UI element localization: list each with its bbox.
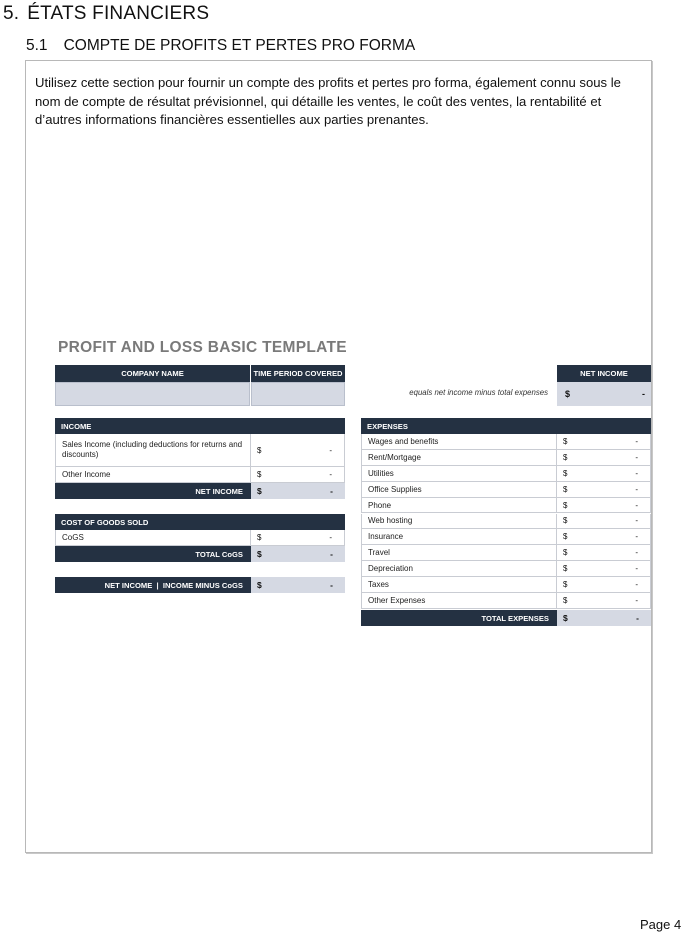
cogs-header: COST OF GOODS SOLD: [55, 514, 345, 530]
expense-row: [361, 529, 651, 545]
income-header: INCOME: [55, 418, 345, 434]
subsection-number: 5.1: [26, 37, 48, 54]
income-row-value[interactable]: $ -: [251, 434, 345, 467]
expense-row-label: Office Supplies: [361, 482, 557, 498]
income-row-label: Other Income: [55, 467, 251, 483]
expense-row-value[interactable]: $ -: [557, 498, 651, 514]
expense-row-label: Web hosting: [361, 514, 557, 530]
expense-row-label: Taxes: [361, 577, 557, 593]
expense-row-value[interactable]: $ -: [557, 561, 651, 577]
income-row-label: Sales Income (including deductions for returns and discounts): [55, 434, 251, 467]
income-total-label: NET INCOME: [55, 483, 251, 499]
company-name-header: COMPANY NAME: [55, 365, 250, 382]
section-heading: [3, 3, 209, 25]
net-income-minus-cogs-row: [55, 577, 345, 593]
expense-row: [361, 593, 651, 609]
expense-row: [361, 482, 651, 498]
page-number: Page 4: [640, 917, 682, 932]
expense-row-label: Utilities: [361, 466, 557, 482]
content-frame: [25, 60, 652, 853]
income-row: [55, 467, 345, 483]
expense-row-value[interactable]: $ -: [557, 450, 651, 466]
income-row: [55, 434, 345, 467]
time-period-field[interactable]: [251, 382, 345, 406]
net-income-value: $ -: [557, 382, 651, 406]
expense-row: [361, 545, 651, 561]
subsection-heading: [26, 37, 415, 55]
cogs-total-row: [55, 546, 345, 562]
expense-row-label: Phone: [361, 498, 557, 514]
section-number: 5.: [3, 3, 20, 24]
expenses-total-row: [361, 610, 651, 626]
expense-row: [361, 561, 651, 577]
income-total-value: $ -: [251, 483, 345, 499]
expenses-total-value: $ -: [557, 610, 651, 626]
expense-row-value[interactable]: $ -: [557, 514, 651, 530]
net-income-minus-cogs-value: $ -: [251, 577, 345, 593]
net-income-note: equals net income minus total expenses: [409, 388, 548, 397]
income-row-value[interactable]: $ -: [251, 467, 345, 483]
expense-row-value[interactable]: $ -: [557, 434, 651, 450]
expense-row-value[interactable]: $ -: [557, 577, 651, 593]
expenses-total-label: TOTAL EXPENSES: [361, 610, 557, 626]
expense-row: [361, 434, 651, 450]
expense-row-value[interactable]: $ -: [557, 529, 651, 545]
expenses-header: EXPENSES: [361, 418, 651, 434]
template-title: PROFIT AND LOSS BASIC TEMPLATE: [58, 339, 347, 356]
expense-row: [361, 466, 651, 482]
expense-row-value[interactable]: $ -: [557, 545, 651, 561]
cogs-row-label: CoGS: [55, 530, 251, 546]
subsection-title: COMPTE DE PROFITS ET PERTES PRO FORMA: [63, 37, 416, 54]
expense-row: [361, 450, 651, 466]
intro-paragraph: Utilisez cette section pour fournir un compte des profits et pertes pro forma, également connu sous le nom de compte de résultat prévisionnel, qui détaille les ventes, le coût des ventes, la rentabilité et d’autres informations financières essentielles aux parties prenantes.: [35, 75, 621, 127]
expense-row-label: Other Expenses: [361, 593, 557, 609]
net-income-minus-cogs-label: NET INCOME | INCOME MINUS CoGS: [55, 577, 251, 593]
expense-row: [361, 514, 651, 530]
net-income-header: NET INCOME: [557, 365, 651, 382]
expense-row-value[interactable]: $ -: [557, 466, 651, 482]
cogs-row: [55, 530, 345, 546]
expense-row-label: Travel: [361, 545, 557, 561]
expense-row: [361, 577, 651, 593]
cogs-row-value[interactable]: $ -: [251, 530, 345, 546]
expense-row-label: Rent/Mortgage: [361, 450, 557, 466]
expense-row-label: Depreciation: [361, 561, 557, 577]
section-title: ÉTATS FINANCIERS: [27, 3, 210, 24]
expense-row: [361, 498, 651, 514]
time-period-header: TIME PERIOD COVERED: [251, 365, 345, 382]
expense-row-value[interactable]: $ -: [557, 593, 651, 609]
cogs-total-value: $ -: [251, 546, 345, 562]
income-total-row: [55, 483, 345, 499]
expense-row-label: Wages and benefits: [361, 434, 557, 450]
expense-row-label: Insurance: [361, 529, 557, 545]
expense-row-value[interactable]: $ -: [557, 482, 651, 498]
company-name-field[interactable]: [55, 382, 250, 406]
cogs-total-label: TOTAL CoGS: [55, 546, 251, 562]
